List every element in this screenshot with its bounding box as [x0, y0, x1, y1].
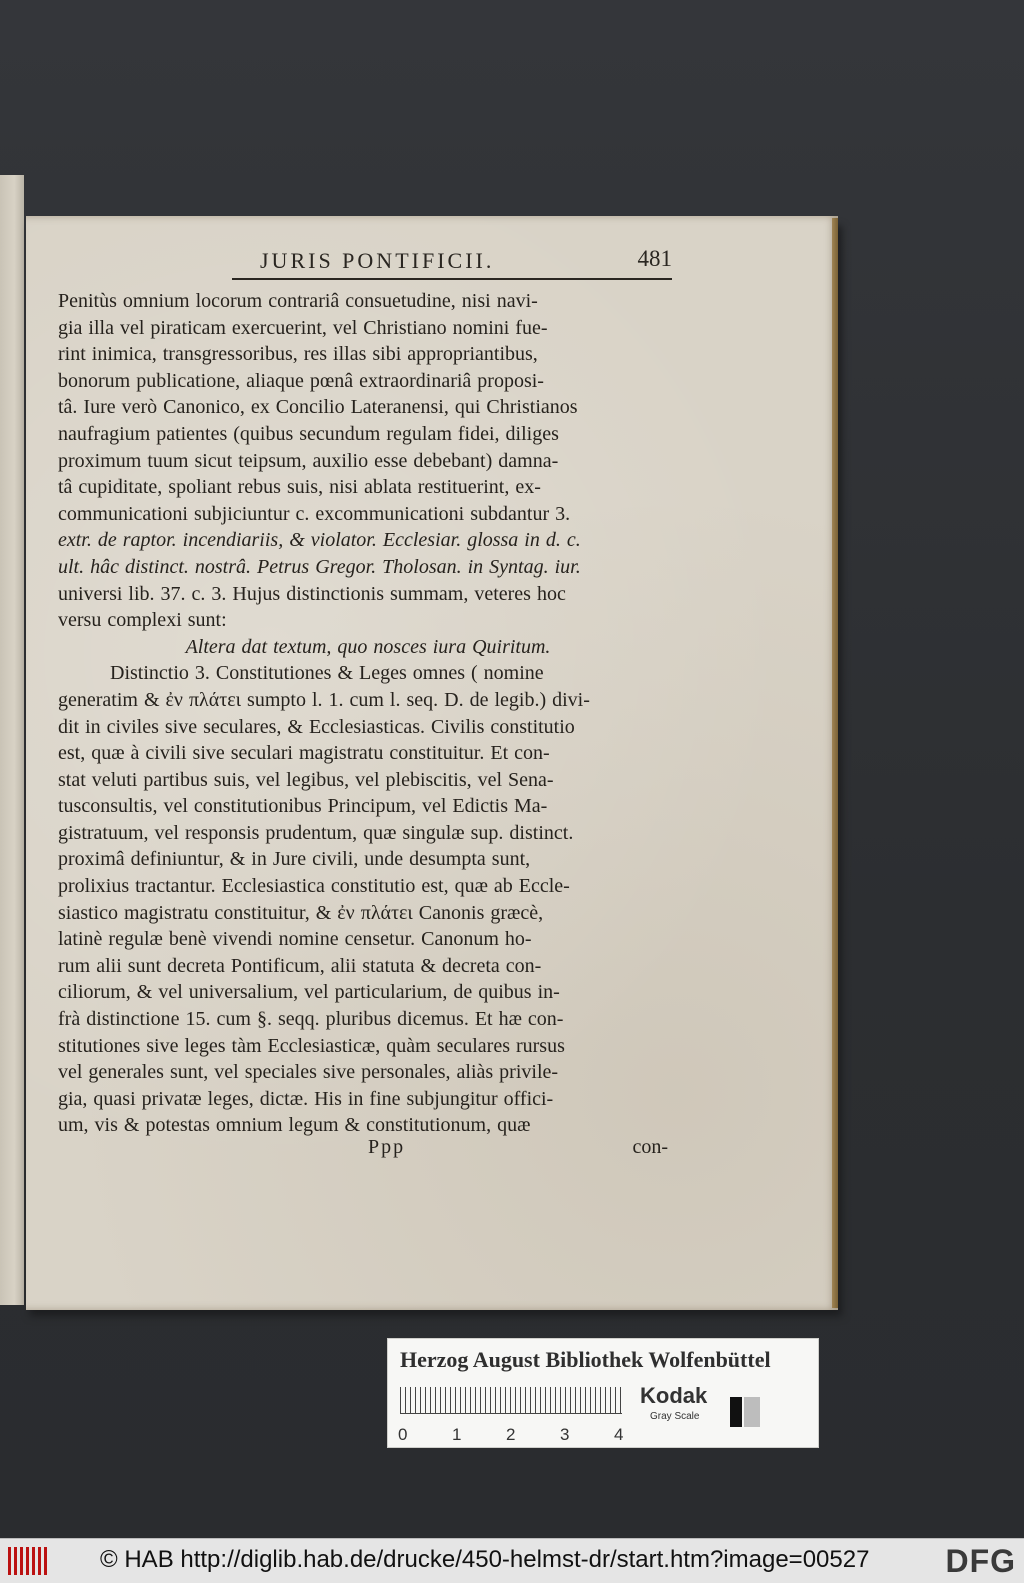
- gray-chip-dark: [730, 1397, 742, 1427]
- header-rule: [232, 278, 672, 280]
- footer-copyright-link[interactable]: © HAB http://diglib.hab.de/drucke/450-helmst-dr/start.htm?image=00527: [100, 1546, 870, 1573]
- library-label-card: [387, 1338, 819, 1448]
- text-line: naufragium patientes (quibus secundum regulam fidei, diliges: [58, 422, 559, 445]
- text-line: prolixius tractantur. Ecclesiastica constitutio est, quæ ab Eccle-: [58, 875, 570, 898]
- catchword: con-: [632, 1136, 668, 1158]
- text-line: stitutiones sive leges tàm Ecclesiasticæ, quàm seculares rursus: [58, 1034, 565, 1057]
- page-fore-edge: [832, 218, 838, 1308]
- gray-chip-mid: [744, 1397, 760, 1427]
- body-text: [58, 288, 678, 1139]
- library-name: Herzog August Bibliothek Wolfenbüttel: [400, 1347, 771, 1372]
- text-line: Distinctio 3. Constitutiones & Leges omnes ( nomine: [110, 662, 544, 685]
- page-header: [232, 248, 672, 282]
- ruler-number: 3: [560, 1425, 570, 1444]
- text-line: Penitùs omnium locorum contrariâ consuetudine, nisi navi-: [58, 290, 538, 312]
- text-line: stat veluti partibus suis, vel legibus, vel plebiscitis, vel Sena-: [58, 768, 554, 791]
- ruler-number: 0: [398, 1425, 408, 1444]
- facing-page-edge: [0, 175, 24, 1305]
- text-line: tâ. Iure verò Canonico, ex Concilio Lateranensi, qui Christianos: [58, 396, 578, 419]
- footer-bar: [0, 1538, 1024, 1583]
- text-line: extr. de raptor. incendiariis, & violator. Ecclesiar. glossa in d. c.: [58, 529, 581, 552]
- text-line: dit in civiles sive seculares, & Ecclesiasticas. Civilis constitutio: [58, 715, 575, 738]
- ruler-number: 2: [506, 1425, 516, 1444]
- text-line: est, quæ à civili sive seculari magistratu constituitur. Et con-: [58, 742, 550, 765]
- text-line: tusconsultis, vel constitutionibus Principum, vel Edictis Ma-: [58, 795, 548, 818]
- text-line: latinè regulæ benè vivendi nomine censetur. Canonum ho-: [58, 928, 532, 951]
- text-line: frà distinctione 15. cum §. seqq. pluribus dicemus. Et hæ con-: [58, 1008, 564, 1031]
- text-line: bonorum publicatione, aliaque pœnâ extraordinariâ proposi-: [58, 369, 544, 392]
- page-number: 481: [637, 246, 672, 271]
- dfg-logo: DFG: [945, 1543, 1016, 1579]
- text-line: communicationi subjiciuntur c. excommunicationi subdantur 3.: [58, 502, 571, 525]
- text-line: siastico magistratu constituitur, & ἐν πλάτει Canonis græcè,: [58, 901, 544, 924]
- text-line: rint inimica, transgressoribus, res illas sibi appropriantibus,: [58, 343, 538, 366]
- text-line: gistratuum, vel responsis prudentum, quæ singulæ sup. distinct.: [58, 821, 574, 844]
- ruler-numbers: [400, 1425, 630, 1447]
- text-line: tâ cupiditate, spoliant rebus suis, nisi ablata restituerint, ex-: [58, 476, 541, 499]
- gray-scale-label: Gray Scale: [650, 1411, 700, 1422]
- hab-logo-icon: [8, 1547, 48, 1575]
- ruler-number: 1: [452, 1425, 462, 1444]
- signature-mark: Ppp: [368, 1136, 406, 1158]
- text-line: proximâ definiuntur, & in Jure civili, unde desumpta sunt,: [58, 848, 531, 871]
- text-line: um, vis & potestas omnium legum & constitutionum, quæ: [58, 1114, 531, 1137]
- page-footer-marks: [58, 1136, 668, 1164]
- text-line: gia illa vel piraticam exercuerint, vel Christiano nomini fue-: [58, 316, 548, 339]
- text-line: generatim & ἐν πλάτει sumpto l. 1. cum l. seq. D. de legib.) divi-: [58, 688, 590, 711]
- text-line: ult. hâc distinct. nostrâ. Petrus Gregor. Tholosan. in Syntag. iur.: [58, 555, 581, 578]
- ruler-number: 4: [614, 1425, 624, 1444]
- text-line: vel generales sunt, vel speciales sive personales, aliàs privile-: [58, 1061, 559, 1084]
- ruler-ticks: [400, 1387, 622, 1414]
- text-line: proximum tuum sicut teipsum, auxilio esse debebant) damna-: [58, 449, 559, 472]
- ruler-scale: [398, 1383, 624, 1444]
- text-line: ciliorum, & vel universalium, vel particularium, de quibus in-: [58, 981, 560, 1004]
- text-line: universi lib. 37. c. 3. Hujus distinctionis summam, veteres hoc: [58, 582, 566, 605]
- kodak-logo: Kodak: [640, 1383, 708, 1408]
- text-line: rum alii sunt decreta Pontificum, alii statuta & decreta con-: [58, 954, 542, 977]
- verse-line: Altera dat textum, quo nosces iura Quiritum.: [185, 635, 551, 658]
- running-head: JURIS PONTIFICII.: [260, 248, 495, 273]
- text-line: gia, quasi privatæ leges, dictæ. His in fine subjungitur offici-: [58, 1087, 554, 1110]
- text-line: versu complexi sunt:: [58, 609, 227, 632]
